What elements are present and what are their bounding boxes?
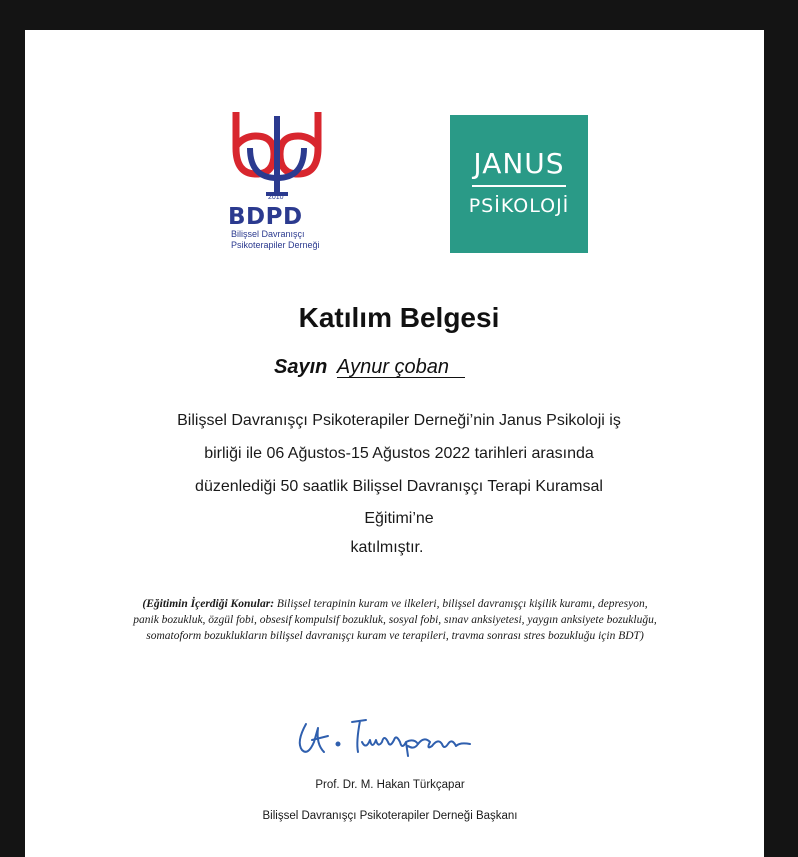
bdpd-acronym: BDPD <box>228 204 303 230</box>
janus-subword: PSİKOLOJİ <box>468 195 570 217</box>
bdpd-name-line1: Bilişsel Davranışçı <box>231 229 305 239</box>
salutation <box>274 356 465 379</box>
body-line-2: birliği ile 06 Ağustos-15 Ağustos 2022 tarihleri arasında <box>204 445 594 462</box>
topics-text: Bilişsel terapinin kuram ve ilkeleri, bilişsel davranışçı kişilik kuramı, depresyon, panik bozukluk, özgül fobi, obsesif kompulsif bozukluk, sosyal fobi, sınav anksiyetesi, yaygın anksiyete bozukluğu, somatoform bozuklukların bilişsel davranışçı kuram ve terapileri, travma sonrası stres bozukluğu için BDT) <box>133 598 657 642</box>
signatory-name: Prof. Dr. M. Hakan Türkçapar <box>315 779 465 791</box>
bdpd-emblem-icon <box>222 108 334 208</box>
bdpd-year: 2010 <box>268 194 284 201</box>
topics-label: (Eğitimin İçerdiği Konular: <box>142 598 275 610</box>
training-topics <box>130 596 660 644</box>
recipient-name: Aynur çoban <box>337 357 465 378</box>
janus-logo <box>450 115 588 253</box>
body-line-5: katılmıştır. <box>350 539 424 556</box>
salutation-label: Sayın <box>274 356 328 378</box>
bdpd-name-line2: Psikoterapiler Derneği <box>231 240 320 250</box>
certificate-title: Katılım Belgesi <box>298 302 500 333</box>
janus-wordmark: JANUS <box>473 147 565 180</box>
body-line-1: Bilişsel Davranışçı Psikoterapiler Derneği’nin Janus Psikoloji iş <box>177 412 621 429</box>
body-line-4: Eğitimi’ne <box>364 510 434 527</box>
body-line-3: düzenlediği 50 saatlik Bilişsel Davranışçı Terapi Kuramsal <box>195 478 603 495</box>
bdpd-logo <box>222 108 334 256</box>
janus-divider <box>472 185 566 187</box>
handwritten-signature <box>292 712 492 762</box>
signatory-position: Bilişsel Davranışçı Psikoterapiler Derneği Başkanı <box>262 810 518 822</box>
